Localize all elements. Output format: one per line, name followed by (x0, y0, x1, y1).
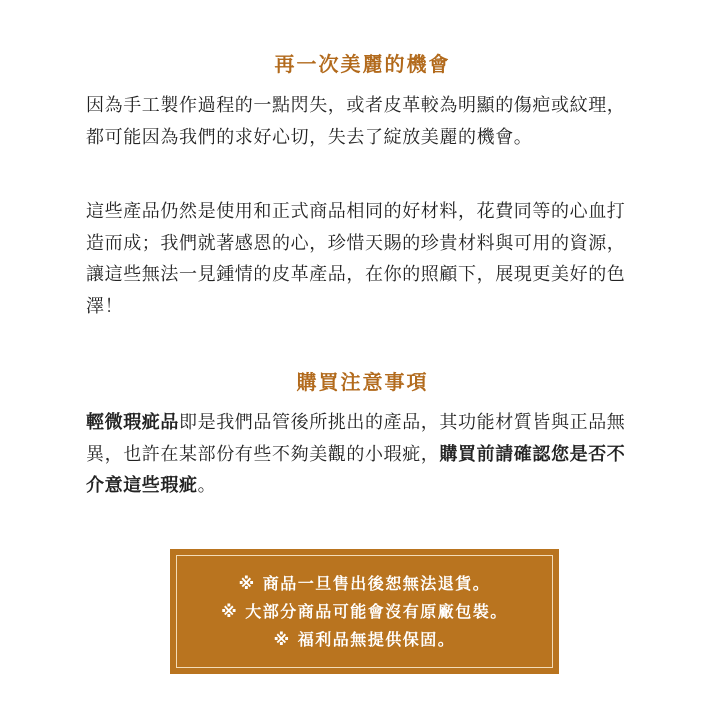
notice-no-returns: ※ 商品一旦售出後恕無法退貨。 (238, 573, 491, 593)
notice-no-original-packaging: ※ 大部分商品可能會沒有原廠包裝。 (221, 601, 508, 621)
defect-description: 即是我們品管後所挑出的產品，其功能材質皆與正品無異，也許在某部份有些不夠美觀的小瑕疵， (86, 412, 626, 465)
purchase-notes-paragraph (86, 407, 642, 502)
section-title-second-chance: 再一次美麗的機會 (274, 52, 451, 76)
notice-no-warranty: ※ 福利品無提供保固。 (273, 629, 456, 649)
materials-paragraph: 這些產品仍然是使用和正式商品相同的好材料，花費同等的心血打造而成；我們就著感恩的心，珍惜天賜的珍貴材料與可用的資源，讓這些無法一見鍾情的皮革產品，在你的照顧下，展現更美好的色澤！ (86, 201, 626, 317)
notice-box (170, 549, 559, 674)
section-title-purchase-notes: 購買注意事項 (296, 370, 429, 394)
confirm-before-purchase: 購買前請確認您是否不介意這些瑕疵 (86, 443, 626, 496)
paragraph-end: 。 (197, 475, 217, 496)
intro-paragraph: 因為手工製作過程的一點閃失，或者皮革較為明顯的傷疤或紋理，都可能因為我們的求好心切，失去了綻放美麗的機會。 (86, 95, 626, 148)
defect-product-term: 輕微瑕疵品 (86, 412, 179, 433)
notice-inner-frame (176, 555, 553, 668)
